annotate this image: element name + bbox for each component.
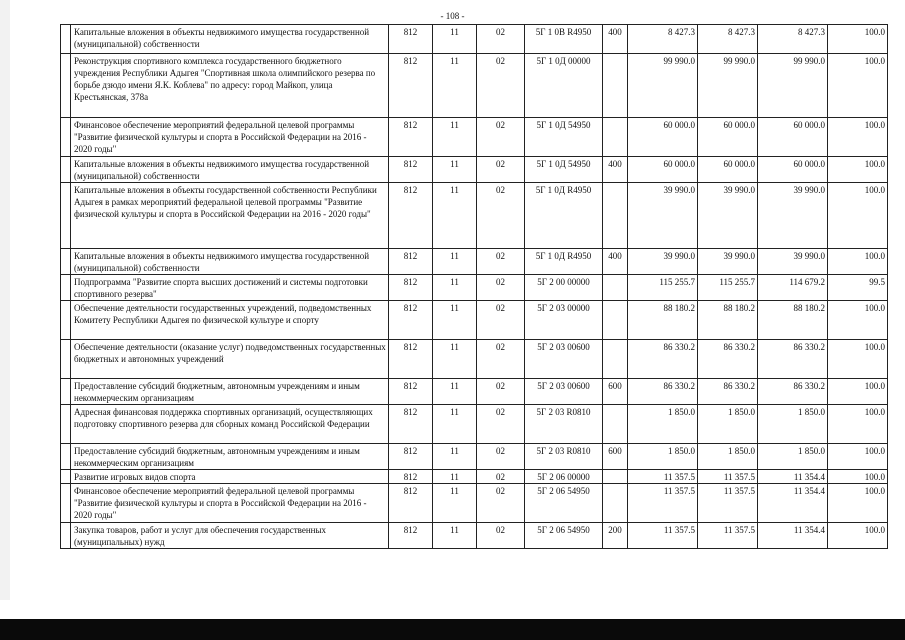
refined-amount-cell: 1 850.0 [698, 444, 758, 470]
subsection-cell: 02 [477, 470, 525, 484]
ved-cell: 812 [389, 379, 433, 405]
section-cell: 11 [433, 301, 477, 340]
item-name-cell: Предоставление субсидий бюджетным, автономным учреждениям и иным некоммерческим организациям [71, 444, 389, 470]
row-margin-cell [61, 183, 71, 249]
row-margin-cell [61, 340, 71, 379]
subsection-cell: 02 [477, 25, 525, 54]
section-cell: 11 [433, 275, 477, 301]
item-name-cell: Предоставление субсидий бюджетным, автономным учреждениям и иным некоммерческим организациям [71, 379, 389, 405]
row-margin-cell [61, 25, 71, 54]
ved-cell: 812 [389, 54, 433, 118]
target-article-cell: 5Г 2 03 00000 [525, 301, 603, 340]
executed-amount-cell: 99 990.0 [758, 54, 828, 118]
refined-amount-cell: 1 850.0 [698, 405, 758, 444]
ved-cell: 812 [389, 25, 433, 54]
table-row [61, 340, 888, 379]
approved-amount-cell: 39 990.0 [628, 183, 698, 249]
expense-type-cell: 400 [603, 249, 628, 275]
table-row [61, 275, 888, 301]
section-cell: 11 [433, 54, 477, 118]
section-cell: 11 [433, 444, 477, 470]
row-margin-cell [61, 470, 71, 484]
percent-cell: 100.0 [828, 54, 888, 118]
subsection-cell: 02 [477, 157, 525, 183]
ved-cell: 812 [389, 249, 433, 275]
refined-amount-cell: 11 357.5 [698, 484, 758, 523]
subsection-cell: 02 [477, 523, 525, 549]
ved-cell: 812 [389, 118, 433, 157]
percent-cell: 100.0 [828, 183, 888, 249]
row-margin-cell [61, 484, 71, 523]
percent-cell: 100.0 [828, 470, 888, 484]
subsection-cell: 02 [477, 118, 525, 157]
target-article-cell: 5Г 2 03 00600 [525, 379, 603, 405]
refined-amount-cell: 115 255.7 [698, 275, 758, 301]
approved-amount-cell: 86 330.2 [628, 379, 698, 405]
executed-amount-cell: 86 330.2 [758, 340, 828, 379]
target-article-cell: 5Г 1 0Д R4950 [525, 183, 603, 249]
executed-amount-cell: 39 990.0 [758, 249, 828, 275]
section-cell: 11 [433, 379, 477, 405]
executed-amount-cell: 1 850.0 [758, 444, 828, 470]
subsection-cell: 02 [477, 444, 525, 470]
approved-amount-cell: 60 000.0 [628, 157, 698, 183]
target-article-cell: 5Г 1 0Д 54950 [525, 118, 603, 157]
row-margin-cell [61, 275, 71, 301]
executed-amount-cell: 1 850.0 [758, 405, 828, 444]
table-row [61, 249, 888, 275]
approved-amount-cell: 11 357.5 [628, 484, 698, 523]
ved-cell: 812 [389, 523, 433, 549]
executed-amount-cell: 11 354.4 [758, 523, 828, 549]
executed-amount-cell: 8 427.3 [758, 25, 828, 54]
ved-cell: 812 [389, 157, 433, 183]
item-name-cell: Финансовое обеспечение мероприятий федеральной целевой программы "Развитие физической культуры и спорта в Российской Федерации на 2016 - 2020 годы" [71, 484, 389, 523]
executed-amount-cell: 11 354.4 [758, 484, 828, 523]
expense-type-cell [603, 301, 628, 340]
section-cell: 11 [433, 25, 477, 54]
row-margin-cell [61, 444, 71, 470]
approved-amount-cell: 39 990.0 [628, 249, 698, 275]
executed-amount-cell: 60 000.0 [758, 118, 828, 157]
target-article-cell: 5Г 2 03 R0810 [525, 405, 603, 444]
refined-amount-cell: 88 180.2 [698, 301, 758, 340]
target-article-cell: 5Г 1 0Д 00000 [525, 54, 603, 118]
section-cell: 11 [433, 340, 477, 379]
refined-amount-cell: 86 330.2 [698, 340, 758, 379]
row-margin-cell [61, 249, 71, 275]
section-cell: 11 [433, 405, 477, 444]
item-name-cell: Капитальные вложения в объекты недвижимого имущества государственной (муниципальной) собственности [71, 25, 389, 54]
approved-amount-cell: 115 255.7 [628, 275, 698, 301]
percent-cell: 100.0 [828, 249, 888, 275]
percent-cell: 100.0 [828, 444, 888, 470]
subsection-cell: 02 [477, 379, 525, 405]
percent-cell: 100.0 [828, 379, 888, 405]
expense-type-cell [603, 118, 628, 157]
refined-amount-cell: 60 000.0 [698, 157, 758, 183]
percent-cell: 100.0 [828, 118, 888, 157]
executed-amount-cell: 39 990.0 [758, 183, 828, 249]
item-name-cell: Закупка товаров, работ и услуг для обеспечения государственных (муниципальных) нужд [71, 523, 389, 549]
percent-cell: 100.0 [828, 301, 888, 340]
subsection-cell: 02 [477, 275, 525, 301]
target-article-cell: 5Г 1 0Д R4950 [525, 249, 603, 275]
item-name-cell: Подпрограмма "Развитие спорта высших достижений и системы подготовки спортивного резерва" [71, 275, 389, 301]
subsection-cell: 02 [477, 340, 525, 379]
target-article-cell: 5Г 2 03 00600 [525, 340, 603, 379]
table-row [61, 301, 888, 340]
page-number: - 108 - [440, 11, 465, 21]
target-article-cell: 5Г 1 0В R4950 [525, 25, 603, 54]
section-cell: 11 [433, 157, 477, 183]
item-name-cell: Капитальные вложения в объекты государственной собственности Республики Адыгея в рамках мероприятий федеральной целевой программы "Развитие физической культуры и спорта в Российской Федерации на 2016 - 2020 годы" [71, 183, 389, 249]
section-cell: 11 [433, 523, 477, 549]
target-article-cell: 5Г 2 06 54950 [525, 484, 603, 523]
expense-type-cell [603, 183, 628, 249]
executed-amount-cell: 86 330.2 [758, 379, 828, 405]
table-row [61, 484, 888, 523]
item-name-cell: Обеспечение деятельности государственных учреждений, подведомственных Комитету Республики Адыгея по физической культуре и спорту [71, 301, 389, 340]
percent-cell: 100.0 [828, 523, 888, 549]
expense-type-cell [603, 405, 628, 444]
percent-cell: 100.0 [828, 405, 888, 444]
table-row [61, 183, 888, 249]
ved-cell: 812 [389, 275, 433, 301]
table-row [61, 157, 888, 183]
refined-amount-cell: 99 990.0 [698, 54, 758, 118]
table-row [61, 379, 888, 405]
approved-amount-cell: 88 180.2 [628, 301, 698, 340]
approved-amount-cell: 1 850.0 [628, 405, 698, 444]
row-margin-cell [61, 405, 71, 444]
table-row [61, 523, 888, 549]
expense-type-cell: 600 [603, 379, 628, 405]
approved-amount-cell: 11 357.5 [628, 523, 698, 549]
ved-cell: 812 [389, 340, 433, 379]
ved-cell: 812 [389, 484, 433, 523]
scan-bottom-band [0, 619, 905, 640]
ved-cell: 812 [389, 470, 433, 484]
row-margin-cell [61, 54, 71, 118]
target-article-cell: 5Г 1 0Д 54950 [525, 157, 603, 183]
row-margin-cell [61, 301, 71, 340]
subsection-cell: 02 [477, 484, 525, 523]
expense-type-cell: 200 [603, 523, 628, 549]
section-cell: 11 [433, 470, 477, 484]
target-article-cell: 5Г 2 06 54950 [525, 523, 603, 549]
refined-amount-cell: 8 427.3 [698, 25, 758, 54]
percent-cell: 100.0 [828, 340, 888, 379]
refined-amount-cell: 60 000.0 [698, 118, 758, 157]
expense-type-cell: 600 [603, 444, 628, 470]
table-row [61, 470, 888, 484]
ved-cell: 812 [389, 301, 433, 340]
ved-cell: 812 [389, 405, 433, 444]
refined-amount-cell: 39 990.0 [698, 249, 758, 275]
item-name-cell: Капитальные вложения в объекты недвижимого имущества государственной (муниципальной) собственности [71, 249, 389, 275]
table-row [61, 25, 888, 54]
expense-type-cell [603, 340, 628, 379]
table-row [61, 405, 888, 444]
expense-type-cell: 400 [603, 25, 628, 54]
target-article-cell: 5Г 2 03 R0810 [525, 444, 603, 470]
expense-type-cell [603, 484, 628, 523]
section-cell: 11 [433, 484, 477, 523]
item-name-cell: Адресная финансовая поддержка спортивных организаций, осуществляющих подготовку спортивного резерва для сборных команд Российской Федерации [71, 405, 389, 444]
budget-table [60, 24, 888, 549]
section-cell: 11 [433, 118, 477, 157]
target-article-cell: 5Г 2 00 00000 [525, 275, 603, 301]
executed-amount-cell: 88 180.2 [758, 301, 828, 340]
percent-cell: 100.0 [828, 25, 888, 54]
expense-type-cell [603, 470, 628, 484]
refined-amount-cell: 11 357.5 [698, 523, 758, 549]
item-name-cell: Развитие игровых видов спорта [71, 470, 389, 484]
approved-amount-cell: 1 850.0 [628, 444, 698, 470]
refined-amount-cell: 39 990.0 [698, 183, 758, 249]
target-article-cell: 5Г 2 06 00000 [525, 470, 603, 484]
refined-amount-cell: 11 357.5 [698, 470, 758, 484]
ved-cell: 812 [389, 444, 433, 470]
subsection-cell: 02 [477, 301, 525, 340]
approved-amount-cell: 11 357.5 [628, 470, 698, 484]
executed-amount-cell: 114 679.2 [758, 275, 828, 301]
item-name-cell: Капитальные вложения в объекты недвижимого имущества государственной (муниципальной) собственности [71, 157, 389, 183]
row-margin-cell [61, 379, 71, 405]
expense-type-cell [603, 54, 628, 118]
percent-cell: 100.0 [828, 157, 888, 183]
expense-type-cell [603, 275, 628, 301]
section-cell: 11 [433, 249, 477, 275]
subsection-cell: 02 [477, 183, 525, 249]
table-row [61, 444, 888, 470]
percent-cell: 100.0 [828, 484, 888, 523]
subsection-cell: 02 [477, 54, 525, 118]
subsection-cell: 02 [477, 249, 525, 275]
percent-cell: 99.5 [828, 275, 888, 301]
section-cell: 11 [433, 183, 477, 249]
row-margin-cell [61, 523, 71, 549]
refined-amount-cell: 86 330.2 [698, 379, 758, 405]
item-name-cell: Обеспечение деятельности (оказание услуг) подведомственных государственных бюджетных и автономных учреждений [71, 340, 389, 379]
item-name-cell: Реконструкция спортивного комплекса государственного бюджетного учреждения Республики Адыгея "Спортивная школа олимпийского резерва по борьбе дзюдо имени Я.К. Коблева" по адресу: город Майкоп, улица Крестьянская, 378а [71, 54, 389, 118]
ved-cell: 812 [389, 183, 433, 249]
item-name-cell: Финансовое обеспечение мероприятий федеральной целевой программы "Развитие физической культуры и спорта в Российской Федерации на 2016 - 2020 годы" [71, 118, 389, 157]
table-row [61, 118, 888, 157]
expense-type-cell: 400 [603, 157, 628, 183]
executed-amount-cell: 11 354.4 [758, 470, 828, 484]
scan-left-edge [0, 0, 10, 600]
row-margin-cell [61, 157, 71, 183]
approved-amount-cell: 8 427.3 [628, 25, 698, 54]
executed-amount-cell: 60 000.0 [758, 157, 828, 183]
approved-amount-cell: 60 000.0 [628, 118, 698, 157]
approved-amount-cell: 86 330.2 [628, 340, 698, 379]
approved-amount-cell: 99 990.0 [628, 54, 698, 118]
subsection-cell: 02 [477, 405, 525, 444]
row-margin-cell [61, 118, 71, 157]
table-row [61, 54, 888, 118]
